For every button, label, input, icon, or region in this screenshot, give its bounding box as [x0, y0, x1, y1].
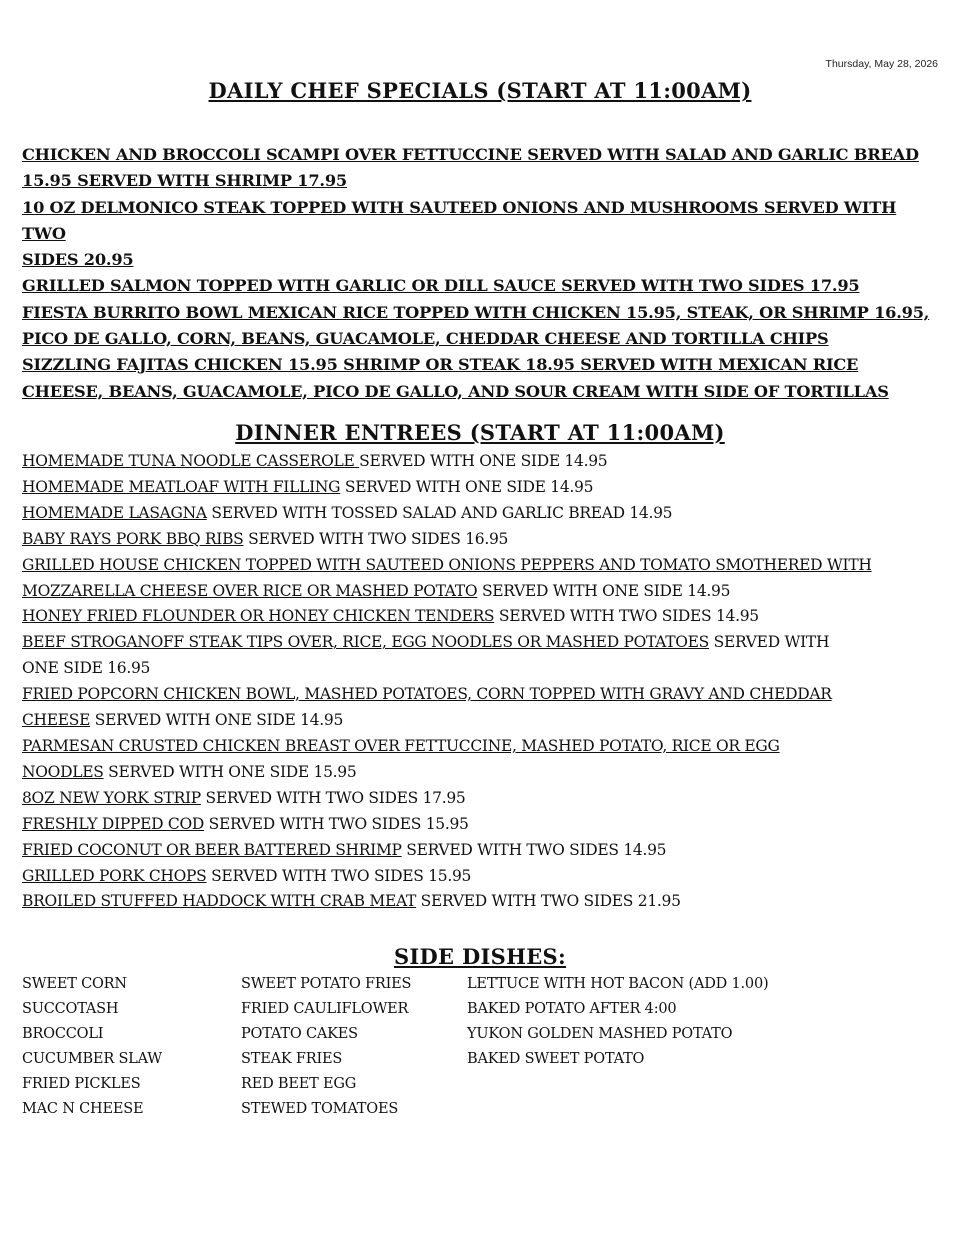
side-item: RED BEET EGG [241, 1076, 357, 1092]
entree-item [22, 501, 942, 527]
entree-detail: SERVED WITH ONE SIDE 14.95 [359, 452, 608, 470]
entree-detail: SERVED WITH TWO SIDES 15.95 [204, 814, 469, 833]
entree-detail: SERVED WITH ONE SIDE 14.95 [340, 477, 594, 496]
side-item: BAKED SWEET POTATO [467, 1051, 645, 1067]
side-item: POTATO CAKES [241, 1026, 358, 1042]
entree-detail: SERVED WITH ONE SIDE 15.95 [103, 762, 357, 781]
sides-column-3 [467, 972, 768, 1072]
entree-item [22, 553, 942, 579]
entree-dish: FRIED COCONUT OR BEER BATTERED SHRIMP [22, 840, 402, 859]
sides-column-1 [22, 972, 162, 1122]
entree-item [22, 682, 942, 708]
entree-detail: SERVED WITH TOSSED SALAD AND GARLIC BREAD 14.95 [206, 503, 673, 522]
sides-column-2 [241, 972, 411, 1122]
specials-line: FIESTA BURRITO BOWL MEXICAN RICE TOPPED WITH CHICKEN 15.95, STEAK, OR SHRIMP 16.95, [22, 302, 930, 322]
side-item: BAKED POTATO AFTER 4:00 [467, 1001, 677, 1017]
side-item: STEWED TOMATOES [241, 1101, 399, 1117]
entree-dish: 8OZ NEW YORK STRIP [22, 788, 201, 807]
side-item: CUCUMBER SLAW [22, 1051, 162, 1067]
entree-detail: SERVED WITH TWO SIDES 14.95 [494, 607, 759, 626]
entree-dish: MOZZARELLA CHEESE OVER RICE OR MASHED POTATO [22, 581, 478, 600]
side-item: SUCCOTASH [22, 1001, 119, 1017]
side-item: SWEET POTATO FRIES [241, 976, 412, 992]
entree-detail: SERVED WITH TWO SIDES 17.95 [200, 788, 466, 807]
entree-dish: HOMEMADE TUNA NOODLE CASSEROLE [22, 452, 360, 470]
entree-item [22, 708, 942, 734]
entree-item [22, 527, 942, 553]
entree-item [22, 449, 942, 475]
entrees-heading: DINNER ENTREES (START AT 11:00AM) [235, 420, 725, 445]
entrees-list [22, 449, 942, 915]
entree-dish: FRIED POPCORN CHICKEN BOWL, MASHED POTATOES, CORN TOPPED WITH GRAVY AND CHEDDAR [22, 685, 832, 704]
entree-dish: PARMESAN CRUSTED CHICKEN BREAST OVER FETTUCCINE, MASHED POTATO, RICE OR EGG [22, 736, 780, 755]
entree-item [22, 734, 942, 760]
entree-dish: NOODLES [22, 762, 104, 781]
entree-item [22, 812, 942, 838]
entree-dish: HOMEMADE LASAGNA [22, 503, 207, 522]
entree-item [22, 604, 942, 630]
entree-item [22, 786, 942, 812]
entree-dish: GRILLED PORK CHOPS [22, 866, 207, 885]
entree-item [22, 760, 942, 786]
entree-dish: BABY RAYS PORK BBQ RIBS [22, 529, 244, 548]
side-item: YUKON GOLDEN MASHED POTATO [467, 1026, 733, 1042]
side-item: FRIED CAULIFLOWER [241, 1001, 409, 1017]
entree-dish: BEEF STROGANOFF STEAK TIPS OVER, RICE, EGG NOODLES OR MASHED POTATOES [22, 633, 710, 652]
print-date: Thursday, May 28, 2026 [825, 58, 938, 70]
entree-detail: SERVED WITH [709, 633, 830, 652]
entree-detail: SERVED WITH TWO SIDES 21.95 [416, 892, 681, 911]
entree-item [22, 630, 942, 656]
entree-dish: HONEY FRIED FLOUNDER OR HONEY CHICKEN TENDERS [22, 607, 495, 626]
specials-line: CHEESE, BEANS, GUACAMOLE, PICO DE GALLO, AND SOUR CREAM WITH SIDE OF TORTILLAS [22, 381, 889, 401]
specials-heading: DAILY CHEF SPECIALS (START AT 11:00AM) [208, 78, 752, 103]
entree-detail: SERVED WITH TWO SIDES 14.95 [401, 840, 667, 859]
entree-detail: SERVED WITH TWO SIDES 16.95 [243, 529, 509, 548]
entree-item [22, 838, 942, 864]
specials-list [22, 142, 942, 405]
specials-line: CHICKEN AND BROCCOLI SCAMPI OVER FETTUCCINE SERVED WITH SALAD AND GARLIC BREAD [22, 145, 919, 164]
specials-line: GRILLED SALMON TOPPED WITH GARLIC OR DILL SAUCE SERVED WITH TWO SIDES 17.95 [22, 276, 860, 296]
specials-line: 15.95 SERVED WITH SHRIMP 17.95 [22, 171, 347, 191]
side-item: LETTUCE WITH HOT BACON (ADD 1.00) [467, 976, 769, 992]
entree-detail: SERVED WITH ONE SIDE 14.95 [477, 581, 731, 600]
sides-heading: SIDE DISHES: [393, 944, 567, 969]
entree-item [22, 864, 942, 890]
entree-dish: FRESHLY DIPPED COD [22, 814, 205, 833]
entree-dish: GRILLED HOUSE CHICKEN TOPPED WITH SAUTEED ONIONS PEPPERS AND TOMATO SMOTHERED WITH [22, 555, 872, 574]
specials-line: 10 OZ DELMONICO STEAK TOPPED WITH SAUTEED ONIONS AND MUSHROOMS SERVED WITH TWO [22, 197, 897, 243]
side-item: SWEET CORN [22, 976, 127, 992]
entree-item [22, 475, 942, 501]
side-item: FRIED PICKLES [22, 1076, 141, 1092]
side-item: MAC N CHEESE [22, 1101, 144, 1117]
entree-dish: BROILED STUFFED HADDOCK WITH CRAB MEAT [22, 892, 417, 911]
entree-item [22, 579, 942, 605]
entree-dish: CHEESE [22, 711, 91, 730]
entree-item [22, 889, 942, 915]
side-item: STEAK FRIES [241, 1051, 343, 1067]
specials-line: SIDES 20.95 [22, 250, 134, 270]
entree-dish: HOMEMADE MEATLOAF WITH FILLING [22, 477, 341, 496]
entree-detail: SERVED WITH ONE SIDE 14.95 [90, 711, 344, 730]
specials-line: SIZZLING FAJITAS CHICKEN 15.95 SHRIMP OR STEAK 18.95 SERVED WITH MEXICAN RICE [22, 355, 859, 375]
specials-line: PICO DE GALLO, CORN, BEANS, GUACAMOLE, CHEDDAR CHEESE AND TORTILLA CHIPS [22, 329, 829, 349]
entree-item [22, 656, 942, 682]
entree-detail: SERVED WITH TWO SIDES 15.95 [206, 866, 472, 885]
side-item: BROCCOLI [22, 1026, 104, 1042]
entree-detail: ONE SIDE 16.95 [22, 659, 151, 678]
